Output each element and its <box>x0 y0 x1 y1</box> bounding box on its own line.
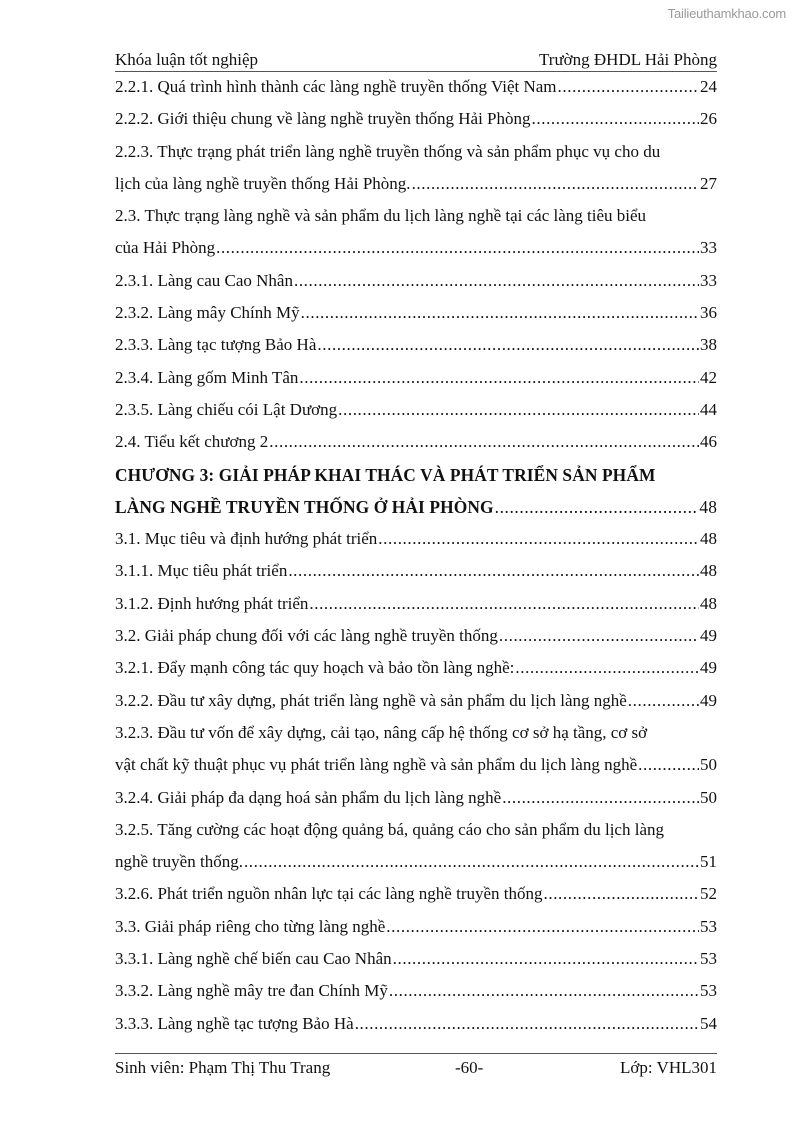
toc-entry-page-number: 42 <box>700 367 717 387</box>
toc-entry[interactable] <box>115 332 717 364</box>
toc-entry-page-number: 48 <box>700 529 717 549</box>
toc-entry[interactable] <box>115 785 717 817</box>
dot-leader <box>412 171 699 197</box>
dot-leader <box>638 752 699 778</box>
dot-leader <box>338 397 699 423</box>
toc-entry[interactable] <box>115 849 717 881</box>
toc-entry-page-number: 54 <box>700 1013 717 1033</box>
toc-entry[interactable] <box>115 978 717 1010</box>
toc-entry-page-number: 49 <box>700 690 717 710</box>
toc-entry[interactable] <box>115 946 717 978</box>
toc-entry-title: 2.3.3. Làng tạc tượng Bảo Hà <box>115 335 317 355</box>
dot-leader <box>309 591 699 617</box>
toc-entry[interactable] <box>115 526 717 558</box>
toc-entry-page-number: 24 <box>700 77 717 96</box>
toc-entry-title: 2.2.3. Thực trạng phát triển làng nghề truyền thống và sản phẩm phục vụ cho du <box>115 141 661 161</box>
toc-entry[interactable] <box>115 688 717 720</box>
toc-entry-page-number: 53 <box>700 916 717 936</box>
toc-entry-title: 3.2.6. Phát triển nguồn nhân lực tại các làng nghề truyền thống <box>115 884 543 904</box>
dot-leader <box>269 429 699 455</box>
toc-entry-page-number: 49 <box>700 658 717 678</box>
dot-leader <box>544 881 700 907</box>
toc-entry-title: 3.2.4. Giải pháp đa dạng hoá sản phẩm du lịch làng nghề <box>115 787 502 807</box>
toc-entry[interactable] <box>115 462 717 494</box>
toc-entry[interactable] <box>115 494 717 526</box>
toc-entry[interactable] <box>115 397 717 429</box>
toc-entry-title: nghề truyền thống. <box>115 852 243 872</box>
toc-entry-title: 3.2.3. Đầu tư vốn để xây dựng, cải tạo, nâng cấp hệ thống cơ sở hạ tầng, cơ sở <box>115 722 648 742</box>
dot-leader <box>299 365 699 391</box>
toc-entry-title: 3.1.1. Mục tiêu phát triển <box>115 561 288 581</box>
toc-entry[interactable] <box>115 558 717 590</box>
dot-leader <box>532 106 699 132</box>
toc-entry-title: 3.2.1. Đẩy mạnh công tác quy hoạch và bảo tồn làng nghề: <box>115 658 515 678</box>
dot-leader <box>393 946 699 972</box>
table-of-contents <box>115 74 717 1043</box>
toc-entry[interactable] <box>115 752 717 784</box>
toc-entry-title: 2.3.4. Làng gốm Minh Tân <box>115 367 299 387</box>
dot-leader <box>515 655 699 681</box>
toc-entry[interactable] <box>115 429 717 461</box>
toc-entry-page-number: 33 <box>700 270 717 290</box>
dot-leader <box>386 914 699 940</box>
toc-entry-title: 2.3.1. Làng cau Cao Nhân <box>115 270 293 290</box>
toc-entry[interactable] <box>115 591 717 623</box>
page-header <box>115 48 717 72</box>
dot-leader <box>495 494 699 520</box>
toc-entry-title: CHƯƠNG 3: GIẢI PHÁP KHAI THÁC VÀ PHÁT TRIỂN SẢN PHẨM <box>115 464 656 485</box>
dot-leader <box>389 978 699 1004</box>
toc-entry-page-number: 36 <box>700 303 717 323</box>
toc-entry[interactable] <box>115 268 717 300</box>
toc-entry[interactable] <box>115 365 717 397</box>
header-thesis-label: Khóa luận tốt nghiệp <box>115 50 259 69</box>
toc-entry-title: 2.3. Thực trạng làng nghề và sản phẩm du lịch làng nghề tại các làng tiêu biểu <box>115 206 647 226</box>
toc-entry-page-number: 49 <box>700 626 717 646</box>
dot-leader <box>317 332 699 358</box>
toc-entry-page-number: 48 <box>700 561 717 581</box>
toc-entry-title: 3.2.5. Tăng cường các hoạt động quảng bá, quảng cáo cho sản phẩm du lịch làng <box>115 819 664 839</box>
footer-class-label: Lớp: VHL301 <box>620 1058 717 1077</box>
toc-entry-page-number: 53 <box>700 981 717 1001</box>
toc-entry[interactable] <box>115 1011 717 1043</box>
dot-leader <box>558 74 699 100</box>
toc-entry-page-number: 33 <box>700 238 717 258</box>
toc-entry[interactable] <box>115 655 717 687</box>
toc-entry[interactable] <box>115 203 717 235</box>
header-university-label: Trường ĐHDL Hải Phòng <box>539 50 717 69</box>
toc-entry-title: 2.2.2. Giới thiệu chung về làng nghề truyền thống Hải Phòng <box>115 109 531 129</box>
toc-entry-page-number: 52 <box>700 884 717 904</box>
toc-entry-page-number: 27 <box>700 173 717 193</box>
toc-entry-page-number: 50 <box>700 755 717 775</box>
toc-entry[interactable] <box>115 235 717 267</box>
dot-leader <box>244 849 699 875</box>
dot-leader <box>301 300 699 326</box>
toc-entry[interactable] <box>115 817 717 849</box>
toc-entry-title: 3.2.2. Đầu tư xây dựng, phát triển làng nghề và sản phẩm du lịch làng nghề <box>115 690 627 710</box>
toc-entry-page-number: 51 <box>700 852 717 872</box>
toc-entry-title: 2.4. Tiểu kết chương 2 <box>115 432 269 452</box>
toc-entry[interactable] <box>115 139 717 171</box>
dot-leader <box>288 558 699 584</box>
toc-entry-title: của Hải Phòng <box>115 238 216 258</box>
toc-entry-page-number: 50 <box>700 787 717 807</box>
toc-entry[interactable] <box>115 74 717 106</box>
toc-entry-title: lịch của làng nghề truyền thống Hải Phòng. <box>115 173 411 193</box>
toc-entry-title: 3.2. Giải pháp chung đối với các làng nghề truyền thống <box>115 626 498 646</box>
toc-entry-title: 3.3.1. Làng nghề chế biến cau Cao Nhân <box>115 949 392 969</box>
toc-entry-page-number: 38 <box>700 335 717 355</box>
toc-entry-title: 3.1.2. Định hướng phát triển <box>115 593 309 613</box>
toc-entry[interactable] <box>115 623 717 655</box>
watermark: Tailieuthamkhao.com <box>667 6 786 21</box>
toc-entry-title: LÀNG NGHỀ TRUYỀN THỐNG Ở HẢI PHÒNG <box>115 496 494 517</box>
toc-entry-title: vật chất kỹ thuật phục vụ phát triển làng nghề và sản phẩm du lịch làng nghề <box>115 755 638 775</box>
toc-entry-title: 2.2.1. Quá trình hình thành các làng nghề truyền thống Việt Nam <box>115 77 557 96</box>
dot-leader <box>294 268 699 294</box>
dot-leader <box>628 688 699 714</box>
footer-page-number: -60- <box>455 1058 484 1077</box>
toc-entry-page-number: 44 <box>700 399 717 419</box>
toc-entry-title: 2.3.2. Làng mây Chính Mỹ <box>115 303 300 323</box>
toc-entry-title: 3.1. Mục tiêu và định hướng phát triển <box>115 529 378 549</box>
toc-entry[interactable] <box>115 881 717 913</box>
toc-entry-title: 2.3.5. Làng chiếu cói Lật Dương <box>115 399 338 419</box>
dot-leader <box>355 1011 699 1037</box>
toc-entry[interactable] <box>115 300 717 332</box>
toc-entry-page-number: 48 <box>699 496 717 517</box>
toc-entry[interactable] <box>115 106 717 138</box>
toc-entry[interactable] <box>115 914 717 946</box>
toc-entry-page-number: 26 <box>700 109 717 129</box>
dot-leader <box>378 526 699 552</box>
footer-student-name: Sinh viên: Phạm Thị Thu Trang <box>115 1058 331 1077</box>
toc-entry-title: 3.3.3. Làng nghề tạc tượng Bảo Hà <box>115 1013 354 1033</box>
toc-entry[interactable] <box>115 720 717 752</box>
toc-entry-page-number: 53 <box>700 949 717 969</box>
toc-entry-title: 3.3.2. Làng nghề mây tre đan Chính Mỹ <box>115 981 388 1001</box>
dot-leader <box>216 235 699 261</box>
toc-entry[interactable] <box>115 171 717 203</box>
dot-leader <box>502 785 699 811</box>
toc-entry-page-number: 48 <box>700 593 717 613</box>
dot-leader <box>499 623 699 649</box>
page-footer <box>115 1053 717 1079</box>
toc-entry-page-number: 46 <box>700 432 717 452</box>
toc-entry-title: 3.3. Giải pháp riêng cho từng làng nghề <box>115 916 386 936</box>
